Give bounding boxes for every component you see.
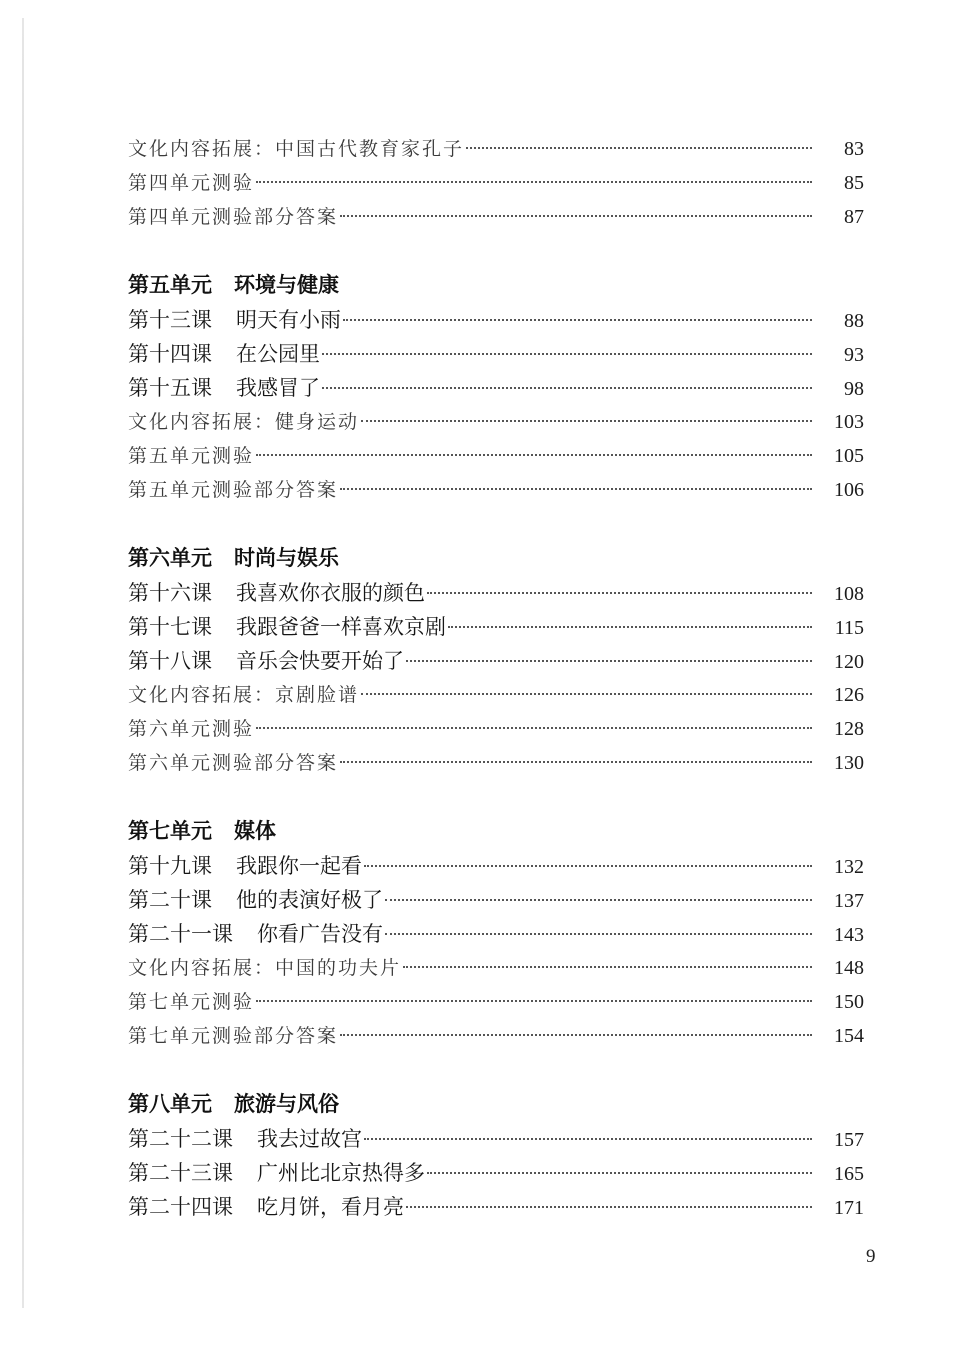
unit-title: 媒体 — [234, 819, 276, 843]
lesson-number: 第二十二课 — [128, 1127, 233, 1151]
lesson-page: 143 — [834, 924, 864, 946]
toc-entry-label: 第五单元测验 — [128, 445, 255, 467]
leader-dots — [385, 932, 812, 935]
toc-entry-page: 150 — [834, 991, 864, 1013]
lesson-entry[interactable] — [128, 644, 864, 678]
lesson-number: 第十八课 — [128, 649, 212, 673]
toc-entry-label: 第四单元测验部分答案 — [128, 206, 339, 228]
leader-dots — [361, 692, 812, 695]
toc-entry-page: 148 — [834, 957, 864, 979]
toc-entry-label: 第七单元测验部分答案 — [128, 1025, 339, 1047]
lesson-page: 137 — [834, 890, 864, 912]
toc-entry-label: 文化内容拓展：健身运动 — [128, 411, 360, 433]
toc-entry[interactable] — [128, 405, 864, 439]
leader-dots — [256, 180, 812, 183]
lesson-title: 我跟爸爸一样喜欢京剧 — [236, 615, 446, 639]
unit-number: 第七单元 — [128, 819, 212, 843]
lesson-title: 在公园里 — [236, 342, 320, 366]
toc-entry-page: 130 — [834, 752, 864, 774]
lesson-title: 广州比北京热得多 — [257, 1161, 425, 1185]
leader-dots — [340, 214, 812, 217]
toc-entry-page: 106 — [834, 479, 864, 501]
toc-entry-label: 第六单元测验部分答案 — [128, 752, 339, 774]
lesson-number: 第十四课 — [128, 342, 212, 366]
lesson-entry[interactable] — [128, 1190, 864, 1224]
leader-dots — [427, 1171, 812, 1174]
lesson-title: 我去过故宫 — [257, 1127, 362, 1151]
lesson-number: 第十五课 — [128, 376, 212, 400]
leader-dots — [343, 318, 812, 321]
lesson-title: 明天有小雨 — [236, 308, 341, 332]
unit-number: 第六单元 — [128, 546, 212, 570]
leader-dots — [340, 760, 812, 763]
unit-heading[interactable] — [128, 540, 864, 576]
leader-dots — [256, 453, 812, 456]
toc-entry-page: 154 — [834, 1025, 864, 1047]
lesson-number: 第十六课 — [128, 581, 212, 605]
lesson-page: 108 — [834, 583, 864, 605]
leader-dots — [364, 864, 812, 867]
leader-dots — [256, 999, 812, 1002]
unit-title: 时尚与娱乐 — [234, 546, 339, 570]
lesson-page: 171 — [834, 1197, 864, 1219]
lesson-title: 音乐会快要开始了 — [236, 649, 404, 673]
toc-entry-label: 第四单元测验 — [128, 172, 255, 194]
lesson-entry[interactable] — [128, 1122, 864, 1156]
toc-entry-label: 第五单元测验部分答案 — [128, 479, 339, 501]
lesson-entry[interactable] — [128, 337, 864, 371]
lesson-page: 98 — [844, 378, 864, 400]
toc-entry-label: 文化内容拓展：中国的功夫片 — [128, 957, 402, 979]
lesson-entry[interactable] — [128, 917, 864, 951]
unit-number: 第八单元 — [128, 1092, 212, 1116]
unit-heading[interactable] — [128, 1086, 864, 1122]
lesson-entry[interactable] — [128, 610, 864, 644]
lesson-page: 88 — [844, 310, 864, 332]
toc-entry-page: 128 — [834, 718, 864, 740]
lesson-title: 我感冒了 — [236, 376, 320, 400]
toc-entry-page: 103 — [834, 411, 864, 433]
lesson-number: 第二十一课 — [128, 922, 233, 946]
lesson-number: 第十三课 — [128, 308, 212, 332]
leader-dots — [427, 591, 812, 594]
lesson-title: 我跟你一起看 — [236, 854, 362, 878]
lesson-page: 120 — [834, 651, 864, 673]
toc-entry-label: 第七单元测验 — [128, 991, 255, 1013]
toc-entry[interactable] — [128, 951, 864, 985]
lesson-page: 93 — [844, 344, 864, 366]
page-number: 9 — [866, 1246, 876, 1267]
lesson-page: 165 — [834, 1163, 864, 1185]
leader-dots — [256, 726, 812, 729]
lesson-number: 第二十四课 — [128, 1195, 233, 1219]
toc-entry-label: 文化内容拓展：中国古代教育家孔子 — [128, 138, 465, 160]
lesson-number: 第二十课 — [128, 888, 212, 912]
toc-entry[interactable] — [128, 439, 864, 473]
leader-dots — [340, 487, 812, 490]
lesson-entry[interactable] — [128, 303, 864, 337]
lesson-title: 吃月饼，看月亮 — [257, 1195, 404, 1219]
leader-dots — [364, 1137, 812, 1140]
toc-entry[interactable] — [128, 1019, 864, 1053]
toc-entry-label: 文化内容拓展：京剧脸谱 — [128, 684, 360, 706]
leader-dots — [448, 625, 812, 628]
leader-dots — [406, 1205, 812, 1208]
toc-entry[interactable] — [128, 985, 864, 1019]
lesson-entry[interactable] — [128, 883, 864, 917]
toc-entry-page: 87 — [844, 206, 864, 228]
leader-dots — [466, 146, 812, 149]
lesson-number: 第十九课 — [128, 854, 212, 878]
toc-entry-page: 83 — [844, 138, 864, 160]
page-edge — [22, 18, 24, 1308]
lesson-title: 他的表演好极了 — [236, 888, 383, 912]
lesson-page: 132 — [834, 856, 864, 878]
lesson-page: 115 — [834, 617, 864, 639]
toc-entry[interactable] — [128, 473, 864, 507]
leader-dots — [322, 386, 812, 389]
lesson-entry[interactable] — [128, 849, 864, 883]
unit-number: 第五单元 — [128, 273, 212, 297]
toc-entry-page: 126 — [834, 684, 864, 706]
lesson-number: 第二十三课 — [128, 1161, 233, 1185]
unit-title: 旅游与风俗 — [234, 1092, 339, 1116]
leader-dots — [385, 898, 812, 901]
toc-entry-page: 85 — [844, 172, 864, 194]
toc-entry[interactable] — [128, 678, 864, 712]
unit-heading[interactable] — [128, 267, 864, 303]
toc-entry[interactable] — [128, 746, 864, 780]
unit-title: 环境与健康 — [234, 273, 339, 297]
leader-dots — [361, 419, 812, 422]
toc-entry[interactable] — [128, 712, 864, 746]
lesson-entry[interactable] — [128, 1156, 864, 1190]
lesson-entry[interactable] — [128, 576, 864, 610]
leader-dots — [340, 1033, 812, 1036]
toc-entry-label: 第六单元测验 — [128, 718, 255, 740]
lesson-title: 我喜欢你衣服的颜色 — [236, 581, 425, 605]
toc-entry[interactable] — [128, 132, 864, 166]
toc-entry[interactable] — [128, 166, 864, 200]
lesson-entry[interactable] — [128, 371, 864, 405]
table-of-contents — [128, 132, 864, 1224]
toc-entry[interactable] — [128, 200, 864, 234]
leader-dots — [403, 965, 812, 968]
unit-heading[interactable] — [128, 813, 864, 849]
lesson-title: 你看广告没有 — [257, 922, 383, 946]
leader-dots — [406, 659, 812, 662]
toc-entry-page: 105 — [834, 445, 864, 467]
leader-dots — [322, 352, 812, 355]
lesson-number: 第十七课 — [128, 615, 212, 639]
lesson-page: 157 — [834, 1129, 864, 1151]
